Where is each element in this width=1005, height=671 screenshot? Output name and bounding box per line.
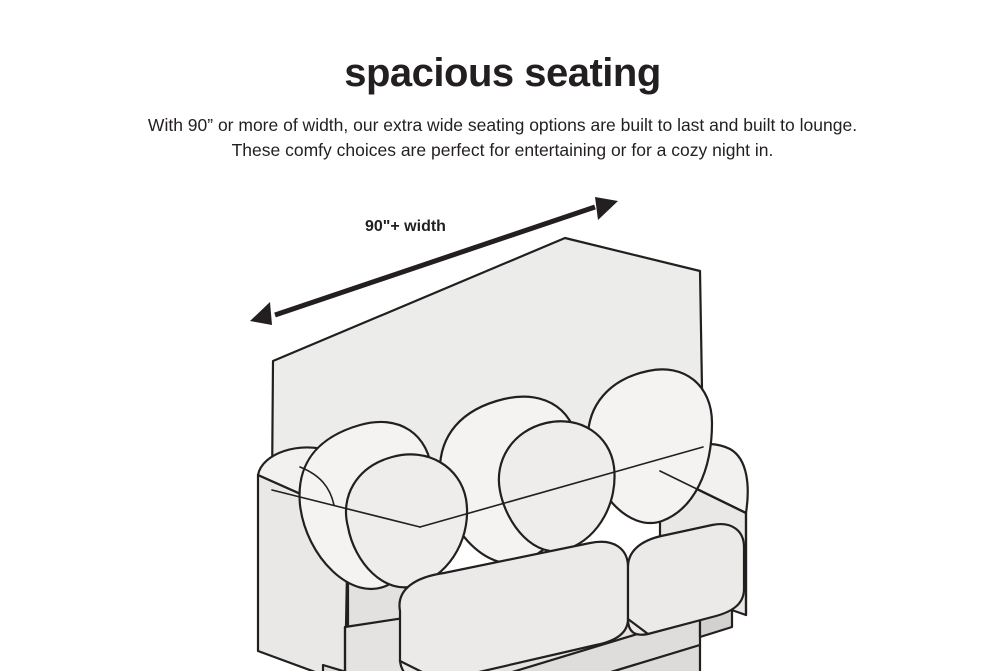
subcopy-block — [0, 113, 1005, 164]
sofa-illustration — [0, 175, 1005, 671]
subcopy-line-2: These comfy choices are perfect for entertaining or for a cozy night in. — [231, 140, 774, 161]
page-title: spacious seating — [344, 51, 661, 95]
width-annotation-label: 90"+ width — [365, 218, 446, 235]
subcopy-line-1: With 90” or more of width, our extra wide seating options are built to last and built to lounge. — [147, 115, 858, 135]
